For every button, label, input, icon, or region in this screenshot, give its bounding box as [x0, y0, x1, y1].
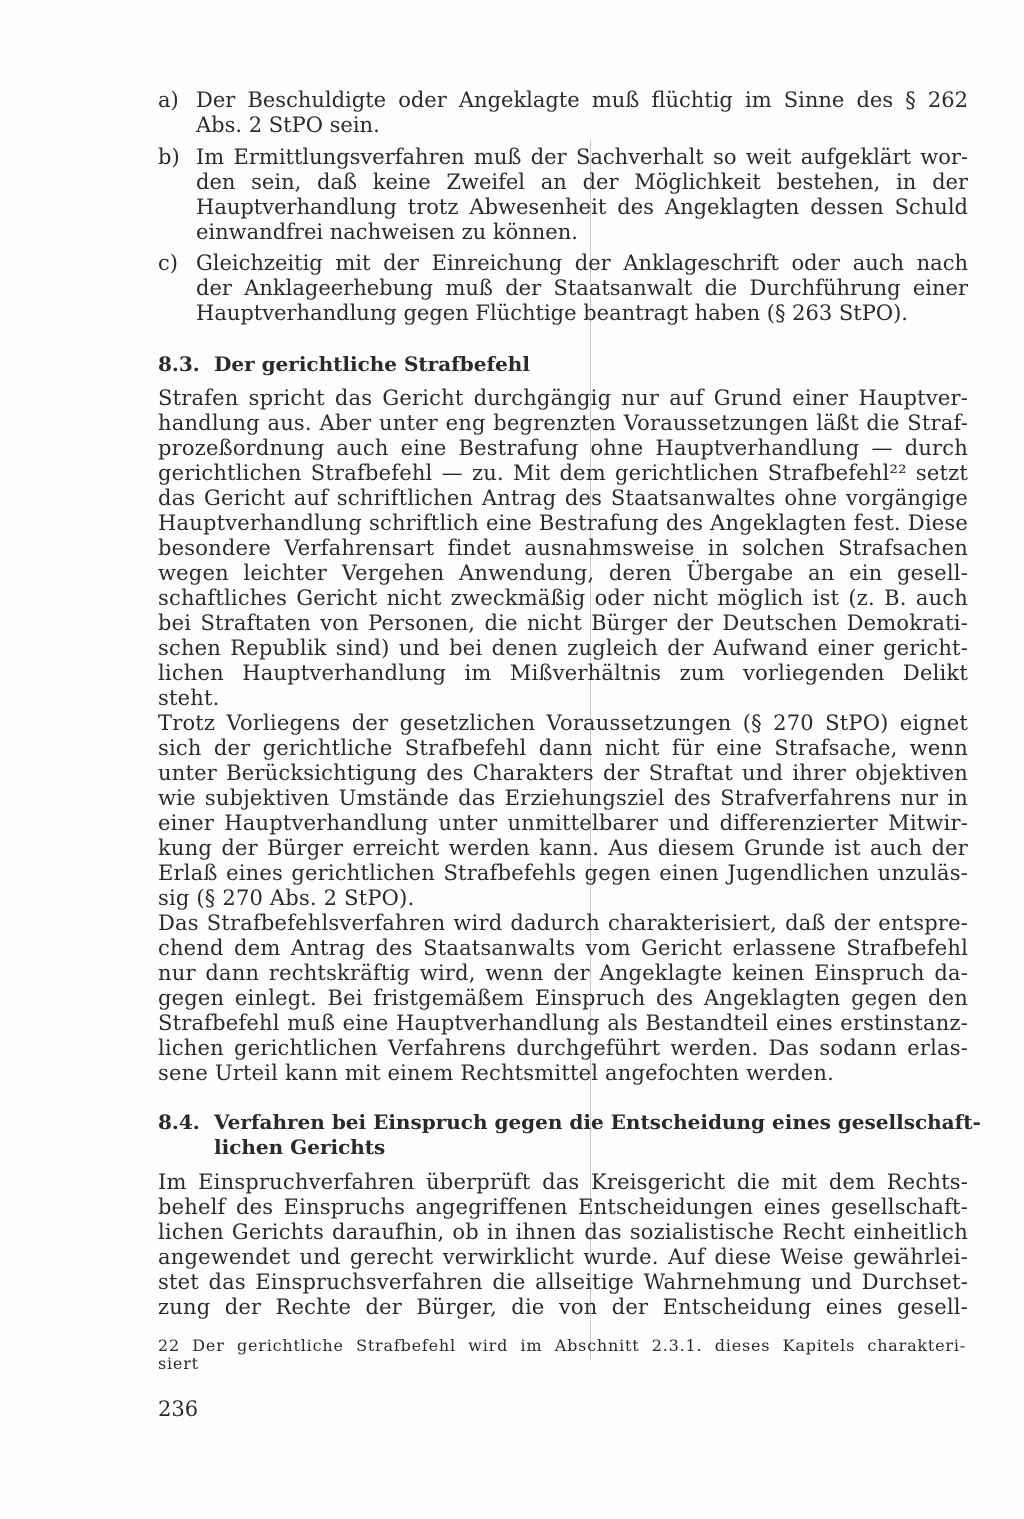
body-line: wegen leichter Vergehen Anwendung, deren Übergabe an ein gesell- — [158, 561, 968, 585]
body-line: Trotz Vorliegens der gesetzlichen Voraussetzungen (§ 270 StPO) eignet — [158, 711, 968, 735]
body-line: nur dann rechtskräftig wird, wenn der Angeklagte keinen Einspruch da- — [158, 961, 968, 985]
body-line: steht. — [158, 686, 220, 710]
body-line: schen Republik sind) und bei denen zugleich der Aufwand einer gericht- — [158, 636, 968, 660]
list-c-line: Gleichzeitig mit der Einreichung der Anklageschrift oder auch nach — [196, 251, 968, 275]
body-line: Hauptverhandlung schriftlich eine Bestrafung des Angeklagten fest. Diese — [158, 511, 968, 535]
body-line: wie subjektiven Umstände das Erziehungsziel des Strafverfahrens nur in — [158, 786, 968, 810]
section-heading: Verfahren bei Einspruch gegen die Entscheidung eines gesellschaft- — [214, 1110, 981, 1134]
body-line: Erlaß eines gerichtlichen Strafbefehls gegen einen Jugendlichen unzuläs- — [158, 861, 968, 885]
section-heading: Der gerichtliche Strafbefehl — [214, 352, 530, 376]
body-line: stet das Einspruchsverfahren die allseitige Wahrnehmung und Durchset- — [158, 1270, 968, 1294]
list-b-line: einwandfrei nachweisen zu können. — [196, 220, 578, 244]
section-number: 8.4. — [158, 1110, 200, 1134]
footnote: 22 Der gerichtliche Strafbefehl wird im Abschnitt 2.3.1. dieses Kapitels charakteri- — [158, 1336, 966, 1355]
section-number: 8.3. — [158, 352, 200, 376]
list-label-b: b) — [158, 145, 180, 169]
body-line: chend dem Antrag des Staatsanwalts vom Gericht erlassene Strafbefehl — [158, 936, 968, 960]
body-line: behelf des Einspruchs angegriffenen Entscheidungen eines gesellschaft- — [158, 1195, 968, 1219]
body-line: Strafbefehl muß eine Hauptverhandlung als Bestandteil eines erstinstanz- — [158, 1011, 968, 1035]
list-label-c: c) — [158, 251, 178, 275]
list-c-line: Hauptverhandlung gegen Flüchtige beantragt haben (§ 263 StPO). — [196, 301, 908, 325]
body-line: schaftliches Gericht nicht zweckmäßig oder nicht möglich ist (z. B. auch — [158, 586, 968, 610]
body-line: Im Einspruchverfahren überprüft das Kreisgericht die mit dem Rechts- — [158, 1170, 968, 1194]
body-line: sene Urteil kann mit einem Rechtsmittel angefochten werden. — [158, 1061, 835, 1085]
body-line: Strafen spricht das Gericht durchgängig nur auf Grund einer Hauptver- — [158, 386, 968, 410]
body-line: lichen Hauptverhandlung im Mißverhältnis zum vorliegenden Delikt — [158, 661, 968, 685]
body-line: unter Berücksichtigung des Charakters der Straftat und ihrer objektiven — [158, 761, 968, 785]
body-line: zung der Rechte der Bürger, die von der Entscheidung eines gesell- — [158, 1295, 968, 1319]
body-line: angewendet und gerecht verwirklicht wurde. Auf diese Weise gewährlei- — [158, 1245, 968, 1269]
body-line: Das Strafbefehlsverfahren wird dadurch charakterisiert, daß der entspre- — [158, 911, 968, 935]
footnote-continued: siert — [158, 1354, 199, 1373]
list-b-line: Hauptverhandlung trotz Abwesenheit des Angeklagten dessen Schuld — [196, 195, 968, 219]
body-line: lichen Gerichts daraufhin, ob in ihnen das sozialistische Recht einheitlich — [158, 1220, 968, 1244]
section-heading-continued: lichen Gerichts — [214, 1135, 386, 1159]
body-line: sich der gerichtliche Strafbefehl dann nicht für eine Strafsache, wenn — [158, 736, 968, 760]
list-c-line: der Anklageerhebung muß der Staatsanwalt die Durchführung einer — [196, 276, 968, 300]
body-line: besondere Verfahrensart findet ausnahmsweise in solchen Strafsachen — [158, 536, 968, 560]
list-b-line: Im Ermittlungsverfahren muß der Sachverhalt so weit aufgeklärt wor- — [196, 145, 968, 169]
body-line: prozeßordnung auch eine Bestrafung ohne Hauptverhandlung — durch — [158, 436, 968, 460]
body-line: kung der Bürger erreicht werden kann. Aus diesem Grunde ist auch der — [158, 836, 968, 860]
body-line: das Gericht auf schriftlichen Antrag des Staatsanwaltes ohne vorgängige — [158, 486, 968, 510]
page-number: 236 — [158, 1397, 199, 1421]
body-line: gegen einlegt. Bei fristgemäßem Einspruch des Angeklagten gegen den — [158, 986, 968, 1010]
list-a-line: Abs. 2 StPO sein. — [196, 113, 380, 137]
body-line: handlung aus. Aber unter eng begrenzten Voraussetzungen läßt die Straf- — [158, 411, 968, 435]
list-label-a: a) — [158, 88, 179, 112]
list-a-line: Der Beschuldigte oder Angeklagte muß flüchtig im Sinne des § 262 — [196, 88, 968, 112]
body-line: bei Straftaten von Personen, die nicht Bürger der Deutschen Demokrati- — [158, 611, 968, 635]
body-line: gerichtlichen Strafbefehl — zu. Mit dem gerichtlichen Strafbefehl²² setzt — [158, 461, 968, 485]
body-line: lichen gerichtlichen Verfahrens durchgeführt werden. Das sodann erlas- — [158, 1036, 968, 1060]
body-line: sig (§ 270 Abs. 2 StPO). — [158, 886, 415, 910]
list-b-line: den sein, daß keine Zweifel an der Möglichkeit bestehen, in der — [196, 170, 968, 194]
body-line: einer Hauptverhandlung unter unmittelbarer und differenzierter Mitwir- — [158, 811, 968, 835]
